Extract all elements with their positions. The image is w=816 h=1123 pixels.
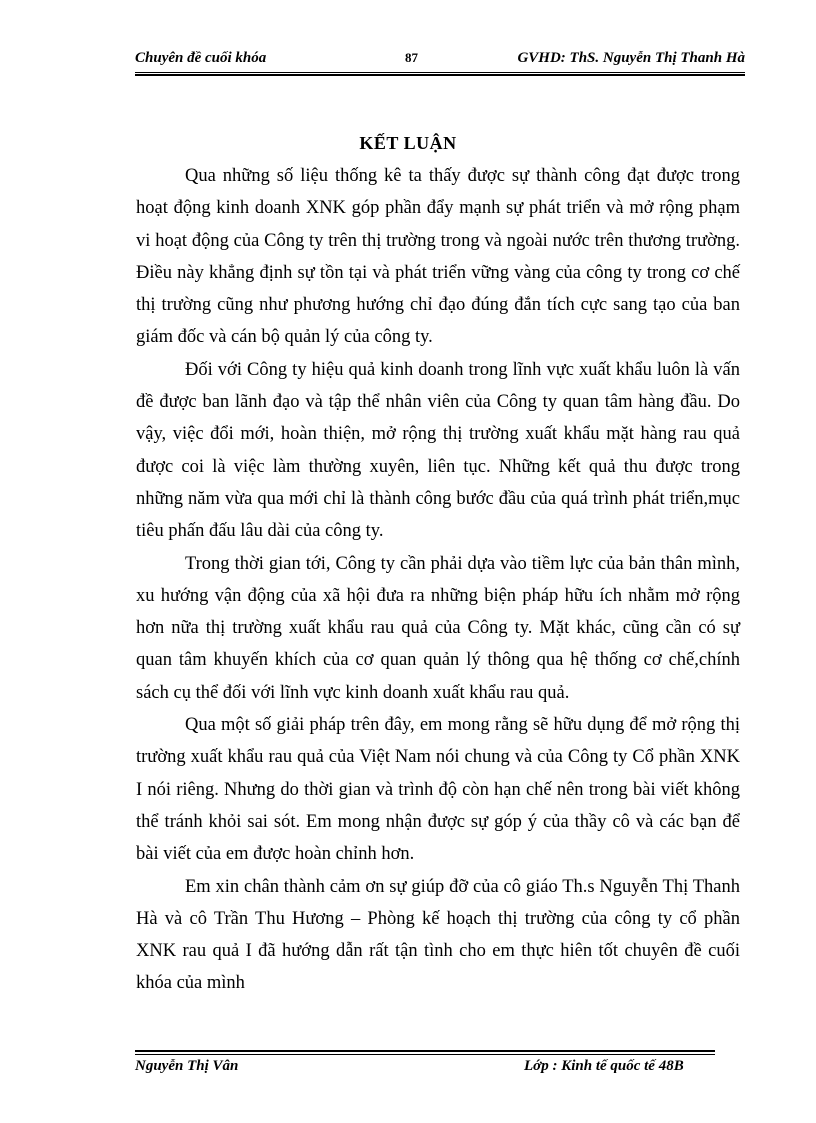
- paragraph: Qua những số liệu thống kê ta thấy được sự thành công đạt được trong hoạt động kinh doanh XNK góp phần đẩy mạnh sự phát triển và mở rộng phạm vi hoạt động của Công ty trên thị trường trong và ngoài nước trên thương trường. Điều này khẳng định sự tồn tại và phát triển vững vàng của công ty trong cơ chế thị trường cũng như phương hướng chỉ đạo đúng đắn tích cực sang tạo của ban giám đốc và cán bộ quản lý của công ty.: [136, 166, 740, 348]
- header-divider: [135, 72, 745, 73]
- footer-divider: [135, 1054, 715, 1055]
- paragraph: Trong thời gian tới, Công ty cần phải dựa vào tiềm lực của bản thân mình, xu hướng vận động của xã hội đưa ra những biện pháp hữu ích nhằm mở rộng hơn nữa thị trường xuất khẩu rau quả của Công ty. Mặt khác, cũng cần có sự quan tâm khuyến khích của cơ quan quản lý thông qua hệ thống cơ chế,chính sách cụ thể đối với lĩnh vực kinh doanh xuất khẩu rau quả.: [136, 553, 740, 703]
- page-number: 87: [405, 50, 418, 65]
- paragraph: Em xin chân thành cảm ơn sự giúp đỡ của cô giáo Th.s Nguyễn Thị Thanh Hà và cô Trần Thu Hương – Phòng kế hoạch thị trường của công ty cổ phần XNK rau quả I đã hướng dẫn rất tận tình cho em thực hiên tốt chuyên đề cuối khóa của mình: [136, 876, 740, 994]
- page-title: KẾT LUẬN: [359, 133, 457, 153]
- paragraph: Qua một số giải pháp trên đây, em mong rằng sẽ hữu dụng để mở rộng thị trường xuất khẩu rau quả của Việt Nam nói chung và của Công ty Cổ phần XNK I nói riêng. Nhưng do thời gian và trình độ còn hạn chế nên trong bài viết không thể tránh khỏi sai sót. Em mong nhận được sự góp ý của thầy cô và các bạn để bài viết của em được hoàn chỉnh hơn.: [136, 715, 740, 865]
- header-advisor-label: GVHD: ThS. Nguyễn Thị Thanh Hà: [517, 50, 745, 66]
- page-footer: [135, 1058, 715, 1082]
- footer-divider-thick: [135, 1050, 715, 1052]
- footer-class: Lớp : Kinh tế quốc tế 48B: [524, 1058, 684, 1074]
- paragraph: Đối với Công ty hiệu quả kinh doanh trong lĩnh vực xuất khẩu luôn là vấn đề được ban lãnh đạo và tập thể nhân viên của Công ty quan tâm hàng đầu. Do vậy, việc đổi mới, hoàn thiện, mở rộng thị trường xuất khẩu mặt hàng rau quả được coi là việc làm thường xuyên, liên tục. Những kết quả thu được trong những năm vừa qua mới chỉ là thành công bước đầu của quá trình phát triển,mục tiêu phấn đấu lâu dài của công ty.: [136, 359, 740, 542]
- footer-author: Nguyễn Thị Vân: [135, 1058, 239, 1074]
- document-body: [136, 160, 740, 1000]
- header-course-label: Chuyên đề cuối khóa: [135, 50, 267, 66]
- header-divider-thick: [135, 74, 745, 76]
- page-header: [135, 44, 745, 74]
